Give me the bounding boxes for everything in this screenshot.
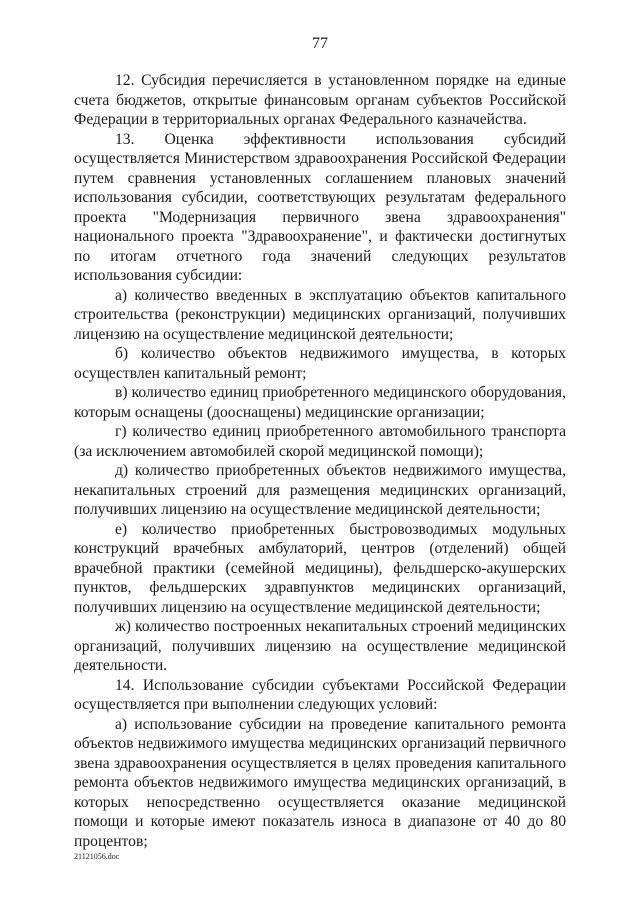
paragraph-14-a: а) использование субсидии на проведение капитального ремонта объектов недвижимого имущества медицинских организаций первичного звена здравоохранения осуществляется в целях проведения капитального ремонта объектов недвижимого имущества медицинских организаций, в которых непосредственно осуществляется оказание медицинской помощи и которые имеют показатель износа в диапазоне от 40 до 80 процентов; — [74, 715, 566, 850]
paragraph-13-g: г) количество единиц приобретенного автомобильного транспорта (за исключением автомобилей скорой медицинской помощи); — [74, 423, 566, 460]
paragraph-14: 14. Использование субсидии субъектами Российской Федерации осуществляется при выполнении следующих условий: — [74, 676, 566, 713]
paragraph-12: 12. Субсидия перечисляется в установленном порядке на единые счета бюджетов, открытые финансовым органам субъектов Российской Федерации в территориальных органах Федерального казначейства. — [74, 72, 566, 128]
paragraph-13-v: в) количество единиц приобретенного медицинского оборудования, которым оснащены (дооснащены) медицинские организации; — [74, 384, 566, 421]
page-number: 77 — [312, 35, 328, 52]
document-body — [74, 71, 566, 851]
paragraph-13: 13. Оценка эффективности использования субсидий осуществляется Министерством здравоохранения Российской Федерации путем сравнения установленных соглашением плановых значений использования субсидии, соответствующих результатам федерального проекта "Модернизация первичного звена здравоохранения" национального проекта "Здравоохранение", и фактически достигнутых по итогам отчетного года значений следующих результатов использования субсидии: — [74, 130, 566, 284]
paragraph-13-b: б) количество объектов недвижимого имущества, в которых осуществлен капитальный ремонт; — [74, 345, 566, 382]
paragraph-13-e: е) количество приобретенных быстровозводимых модульных конструкций врачебных амбулаторий, центров (отделений) общей врачебной практики (семейной медицины), фельдшерско-акушерских пунктов, фельдшерских здравпунктов медицинских организаций, получивших лицензию на осуществление медицинской деятельности; — [74, 520, 566, 616]
paragraph-13-a: а) количество введенных в эксплуатацию объектов капитального строительства (реконструкции) медицинских организаций, получивших лицензию на осуществление медицинской деятельности; — [74, 286, 566, 343]
paragraph-13-zh: ж) количество построенных некапитальных строений медицинских организаций, получивших лицензию на осуществление медицинской деятельности. — [74, 618, 566, 674]
paragraph-13-d: д) количество приобретенных объектов недвижимого имущества, некапитальных строений для размещения медицинских организаций, получивших лицензию на осуществление медицинской деятельности; — [74, 462, 566, 518]
footer-filename: 21121056.doc — [74, 852, 120, 861]
